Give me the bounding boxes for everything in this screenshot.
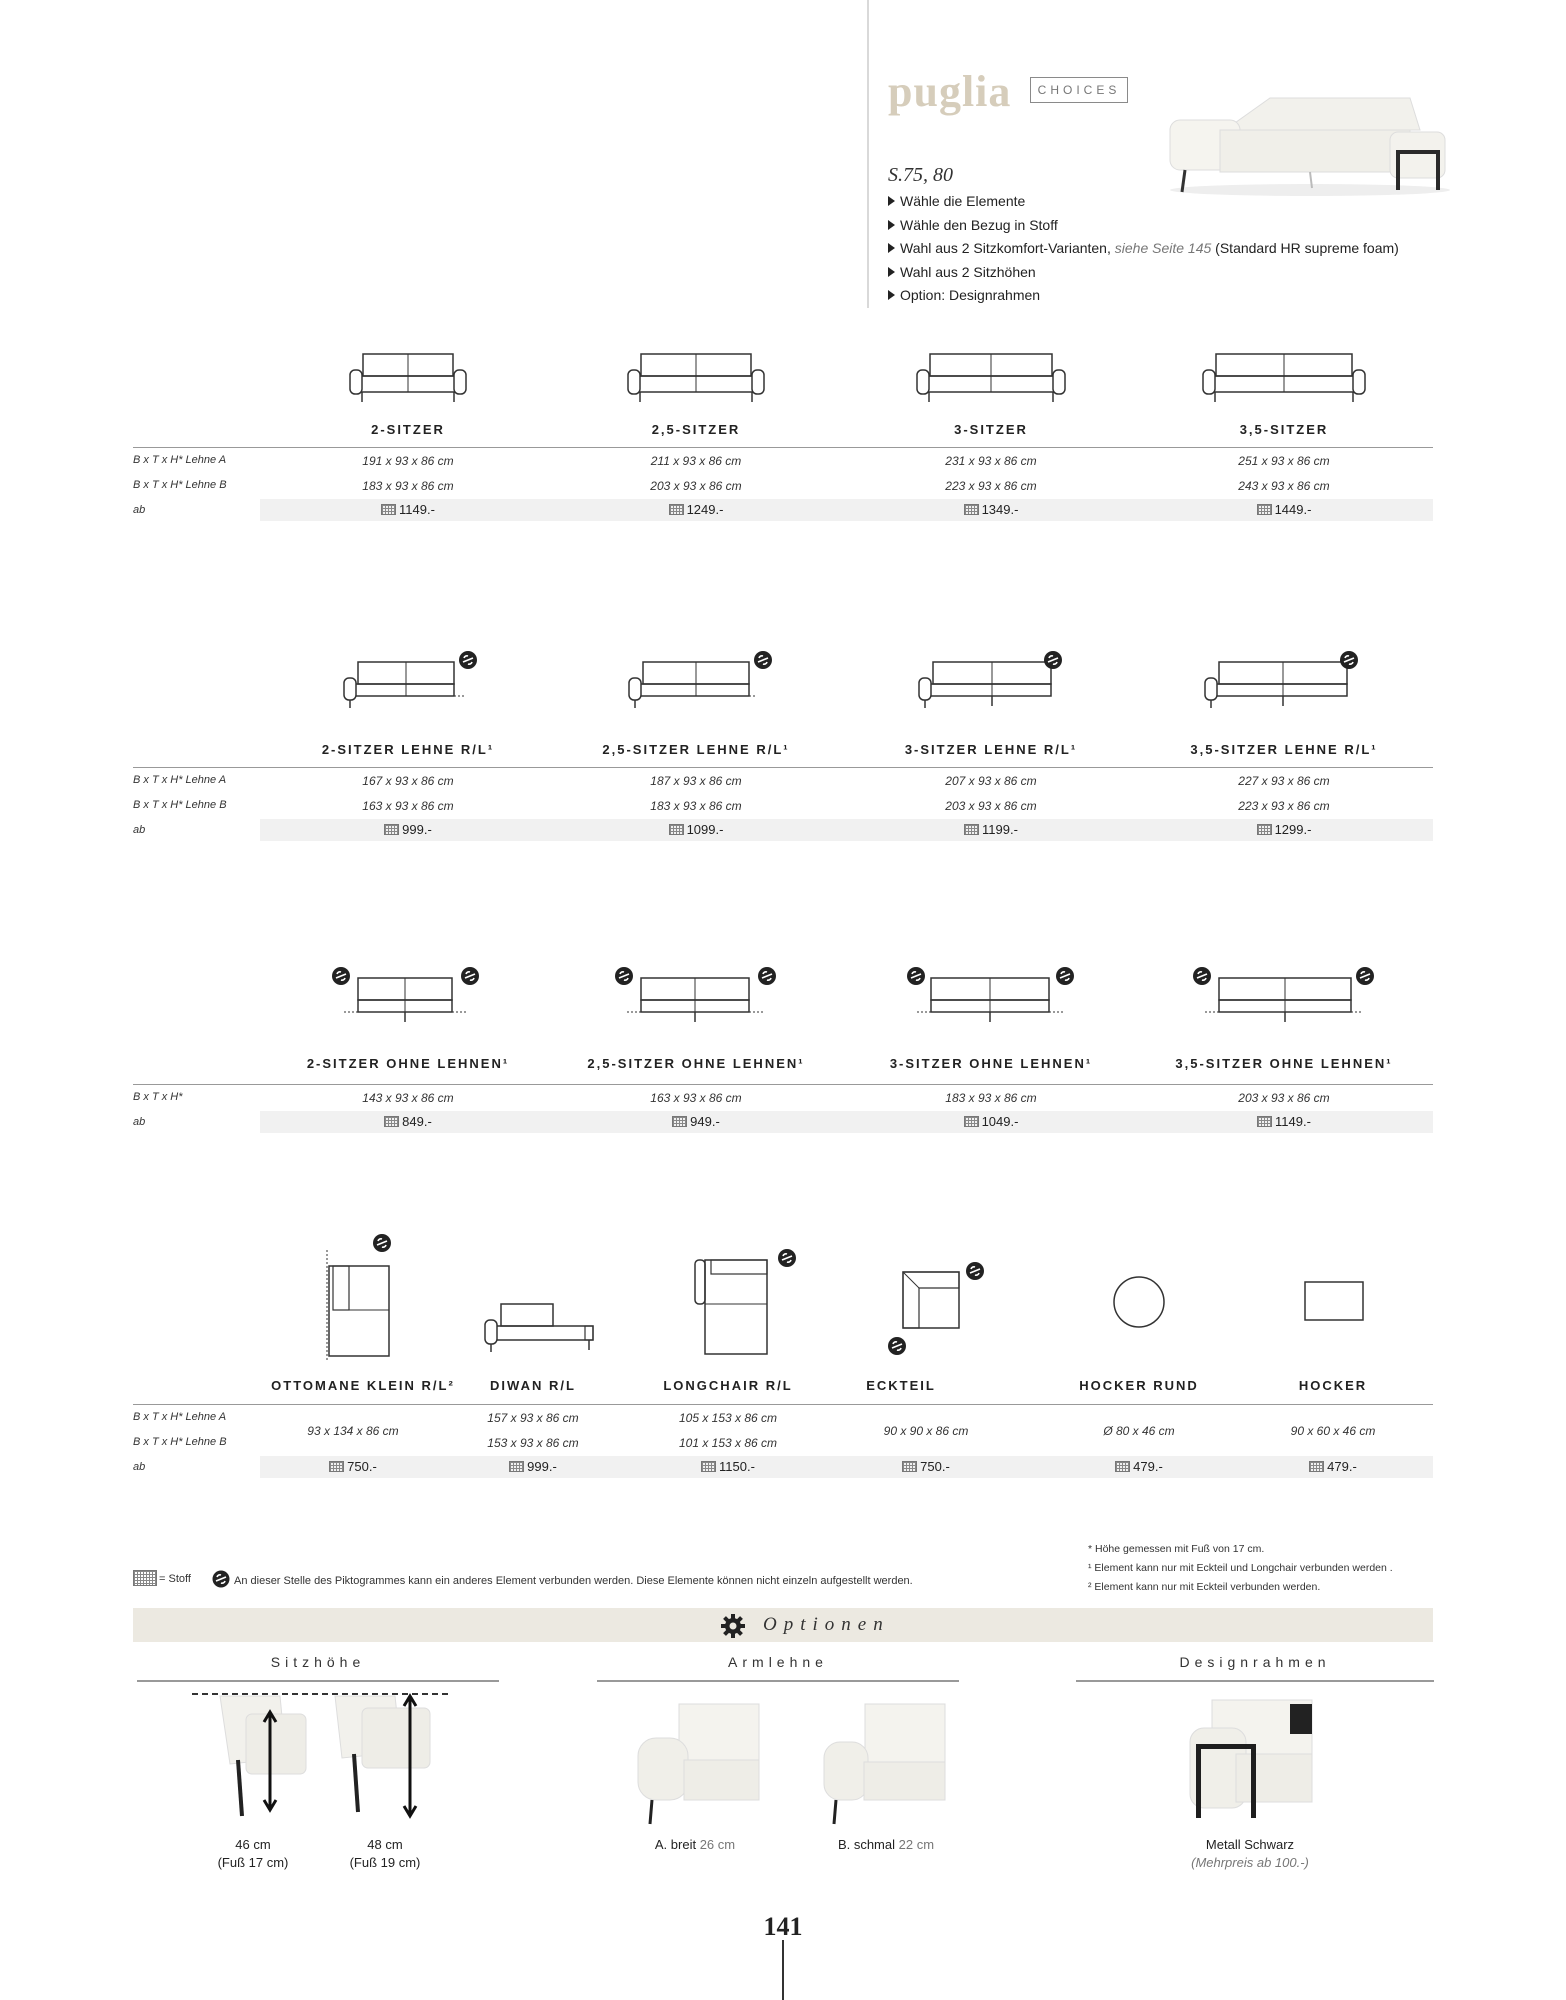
dimension: 203 x 93 x 86 cm — [1238, 1091, 1330, 1105]
header-rule — [133, 1084, 1433, 1085]
link-legend: An dieser Stelle des Piktogrammes kann ein anderes Element verbunden werden. Diese Elemente können nicht einzeln aufgestellt werden. — [212, 1570, 913, 1588]
dimension-b: 101 x 153 x 86 cm — [678, 1436, 778, 1450]
model-name: 3,5-SITZER LEHNE R/L¹ — [1190, 742, 1378, 757]
price: 999.- — [308, 822, 508, 837]
footnote: ¹ Element kann nur mit Eckteil und Longchair verbunden werden . — [1088, 1562, 1393, 1574]
fabric-swatch-icon — [672, 1116, 687, 1127]
option-heading-sitzhoehe: Sitzhöhe — [270, 1654, 366, 1670]
row-label: ab — [133, 504, 146, 516]
options-rule — [1076, 1680, 1434, 1682]
choices-badge: CHOICES — [1030, 77, 1128, 103]
dimension-a: 167 x 93 x 86 cm — [362, 774, 454, 788]
dimension-a: 207 x 93 x 86 cm — [945, 774, 1037, 788]
page-reference: S.75, 80 — [888, 164, 953, 186]
longchair-pictogram — [693, 1248, 813, 1358]
sofa-pictogram — [915, 352, 1067, 412]
product-title: puglia — [888, 67, 1012, 116]
dimension-b: 183 x 93 x 86 cm — [362, 479, 454, 493]
model-name: 2-SITZER LEHNE R/L¹ — [321, 742, 495, 757]
price: 1099.- — [596, 822, 796, 837]
hocker-pictogram — [1303, 1280, 1367, 1322]
row-label: B x T x H* Lehne B — [133, 479, 227, 491]
model-name: DIWAN R/L — [490, 1378, 576, 1393]
dimension-b: 163 x 93 x 86 cm — [362, 799, 454, 813]
seat-height-caption: 48 cm (Fuß 19 cm) — [349, 1837, 421, 1870]
armrest-wide-photo — [634, 1700, 760, 1826]
header-rule — [133, 767, 1433, 768]
price: 849.- — [308, 1114, 508, 1129]
feature-item: Wähle den Bezug in Stoff — [888, 214, 1399, 238]
option-heading-designrahmen: Designrahmen — [1179, 1654, 1331, 1670]
sofa-photo — [1160, 90, 1450, 200]
price: 1149.- — [308, 502, 508, 517]
sofa-no-arm-pictogram — [905, 962, 1075, 1032]
options-rule — [137, 1680, 499, 1682]
dimension-b: 183 x 93 x 86 cm — [650, 799, 742, 813]
row-label: B x T x H* Lehne A — [133, 1411, 227, 1423]
model-name: ECKTEIL — [866, 1378, 936, 1393]
model-name: LONGCHAIR R/L — [663, 1378, 793, 1393]
model-name: 2,5-SITZER OHNE LEHNEN¹ — [587, 1056, 805, 1071]
fabric-swatch-icon — [384, 1116, 399, 1127]
dimension-a: 251 x 93 x 86 cm — [1238, 454, 1330, 468]
price: 1449.- — [1184, 502, 1384, 517]
dimension-a: 157 x 93 x 86 cm — [487, 1411, 579, 1425]
option-heading-armlehne: Armlehne — [728, 1654, 828, 1670]
row-label: ab — [133, 1461, 146, 1473]
fabric-swatch-icon — [902, 1461, 917, 1472]
feature-list — [888, 190, 1399, 308]
fabric-swatch-icon — [1115, 1461, 1130, 1472]
section-sofas — [133, 340, 1433, 530]
dimension-a: 227 x 93 x 86 cm — [1238, 774, 1330, 788]
model-name: HOCKER — [1298, 1378, 1368, 1393]
price: 750.- — [836, 1459, 1016, 1474]
legend: = Stoff — [133, 1570, 191, 1586]
price: 1199.- — [891, 822, 1091, 837]
model-name: 2-SITZER — [371, 422, 445, 437]
dimension-a: 90 x 90 x 86 cm — [883, 1424, 969, 1438]
price: 1249.- — [596, 502, 796, 517]
fabric-swatch-icon — [384, 824, 399, 835]
fabric-swatch-icon — [964, 504, 979, 515]
fabric-swatch-icon — [329, 1461, 344, 1472]
row-label: ab — [133, 824, 146, 836]
price: 999.- — [443, 1459, 623, 1474]
fabric-swatch-icon — [1257, 504, 1272, 515]
seat-height-caption: 46 cm (Fuß 17 cm) — [217, 1837, 289, 1870]
section-sofas-one-arm — [133, 648, 1433, 848]
dimension: 143 x 93 x 86 cm — [362, 1091, 454, 1105]
bottom-divider — [782, 1940, 784, 2000]
fabric-swatch-icon — [701, 1461, 716, 1472]
design-frame-caption: Metall Schwarz (Mehrpreis ab 100.-) — [1191, 1837, 1309, 1870]
sofa-one-arm-pictogram — [625, 648, 775, 718]
fabric-swatch-icon — [964, 1116, 979, 1127]
armrest-caption: B. schmal 22 cm — [837, 1837, 935, 1852]
dimension: 183 x 93 x 86 cm — [945, 1091, 1037, 1105]
price: 1349.- — [891, 502, 1091, 517]
header-rule — [133, 1404, 1433, 1405]
price: 1049.- — [891, 1114, 1091, 1129]
sofa-one-arm-pictogram — [1201, 648, 1361, 718]
footnotes — [1088, 1540, 1393, 1597]
dimension-a: Ø 80 x 46 cm — [1103, 1424, 1175, 1438]
price: 479.- — [1049, 1459, 1229, 1474]
seat-height-photo — [190, 1688, 450, 1828]
row-label: B x T x H* — [133, 1091, 183, 1103]
gear-icon — [720, 1613, 746, 1639]
page-number: 141 — [763, 1912, 803, 1941]
model-name: 2-SITZER OHNE LEHNEN¹ — [306, 1056, 510, 1071]
row-label: B x T x H* Lehne B — [133, 799, 227, 811]
feature-item: Option: Designrahmen — [888, 284, 1399, 308]
model-name: 3,5-SITZER OHNE LEHNEN¹ — [1175, 1056, 1393, 1071]
fabric-swatch-icon — [1257, 824, 1272, 835]
dimension-b: 153 x 93 x 86 cm — [487, 1436, 579, 1450]
sofa-no-arm-pictogram — [330, 962, 490, 1032]
dimension-a: 191 x 93 x 86 cm — [362, 454, 454, 468]
row-label: B x T x H* Lehne A — [133, 454, 227, 466]
design-frame-photo — [1186, 1698, 1316, 1828]
dimension: 163 x 93 x 86 cm — [650, 1091, 742, 1105]
dimension-a: 211 x 93 x 86 cm — [650, 454, 742, 468]
dimension-a: 93 x 134 x 86 cm — [307, 1424, 399, 1438]
fabric-swatch-icon — [509, 1461, 524, 1472]
section-special-elements — [133, 1230, 1433, 1480]
dimension-a: 187 x 93 x 86 cm — [650, 774, 742, 788]
price: 479.- — [1243, 1459, 1423, 1474]
model-name: 2,5-SITZER LEHNE R/L¹ — [602, 742, 790, 757]
top-divider — [867, 0, 869, 308]
model-name: HOCKER RUND — [1079, 1378, 1199, 1393]
price: 949.- — [596, 1114, 796, 1129]
footnote: ² Element kann nur mit Eckteil verbunden werden. — [1088, 1581, 1321, 1593]
sofa-one-arm-pictogram — [915, 648, 1065, 718]
dimension-b: 223 x 93 x 86 cm — [1238, 799, 1330, 813]
dimension-a: 105 x 153 x 86 cm — [678, 1411, 778, 1425]
fabric-swatch-icon — [964, 824, 979, 835]
fabric-swatch-icon — [1257, 1116, 1272, 1127]
fabric-swatch-icon — [1309, 1461, 1324, 1472]
row-label: ab — [133, 1116, 146, 1128]
feature-item: Wähle die Elemente — [888, 190, 1399, 214]
dimension-b: 223 x 93 x 86 cm — [945, 479, 1037, 493]
dimension-b: 203 x 93 x 86 cm — [650, 479, 742, 493]
feature-item: Wahl aus 2 Sitzkomfort-Varianten, siehe Seite 145 (Standard HR supreme foam) — [888, 237, 1399, 261]
sofa-pictogram — [626, 352, 766, 412]
sofa-pictogram — [1201, 352, 1367, 412]
ottomane-pictogram — [313, 1230, 433, 1360]
fabric-swatch-icon — [669, 504, 684, 515]
row-label: B x T x H* Lehne A — [133, 774, 227, 786]
sofa-pictogram — [348, 352, 468, 412]
dimension-a: 231 x 93 x 86 cm — [945, 454, 1037, 468]
price: 1149.- — [1184, 1114, 1384, 1129]
header-rule — [133, 447, 1433, 448]
fabric-swatch-icon — [669, 824, 684, 835]
link-icon — [212, 1570, 230, 1588]
sofa-no-arm-pictogram — [1191, 962, 1376, 1032]
dimension-a: 90 x 60 x 46 cm — [1290, 1424, 1376, 1438]
model-name: 2,5-SITZER — [651, 422, 741, 437]
fabric-swatch-icon — [381, 504, 396, 515]
model-name: 3-SITZER OHNE LEHNEN¹ — [889, 1056, 1093, 1071]
price: 1150.- — [638, 1459, 818, 1474]
dimension-b: 203 x 93 x 86 cm — [945, 799, 1037, 813]
options-title: Optionen — [763, 1614, 890, 1635]
sofa-one-arm-pictogram — [340, 648, 490, 718]
section-sofas-no-arms — [133, 962, 1433, 1142]
feature-item: Wahl aus 2 Sitzhöhen — [888, 261, 1399, 285]
diwan-pictogram — [481, 1300, 601, 1360]
footnote: * Höhe gemessen mit Fuß von 17 cm. — [1088, 1543, 1265, 1555]
armrest-narrow-photo — [820, 1700, 946, 1826]
model-name: 3-SITZER LEHNE R/L¹ — [904, 742, 1078, 757]
dimension-b: 243 x 93 x 86 cm — [1238, 479, 1330, 493]
model-name: OTTOMANE KLEIN R/L² — [271, 1378, 455, 1393]
sofa-no-arm-pictogram — [613, 962, 783, 1032]
model-name: 3,5-SITZER — [1239, 422, 1329, 437]
price: 750.- — [263, 1459, 443, 1474]
fabric-swatch-icon — [133, 1570, 157, 1586]
armrest-caption: A. breit 26 cm — [654, 1837, 736, 1852]
options-rule — [597, 1680, 959, 1682]
hocker-rund-pictogram — [1111, 1274, 1167, 1330]
row-label: B x T x H* Lehne B — [133, 1436, 227, 1448]
model-name: 3-SITZER — [954, 422, 1028, 437]
eckteil-pictogram — [885, 1260, 995, 1360]
price: 1299.- — [1184, 822, 1384, 837]
